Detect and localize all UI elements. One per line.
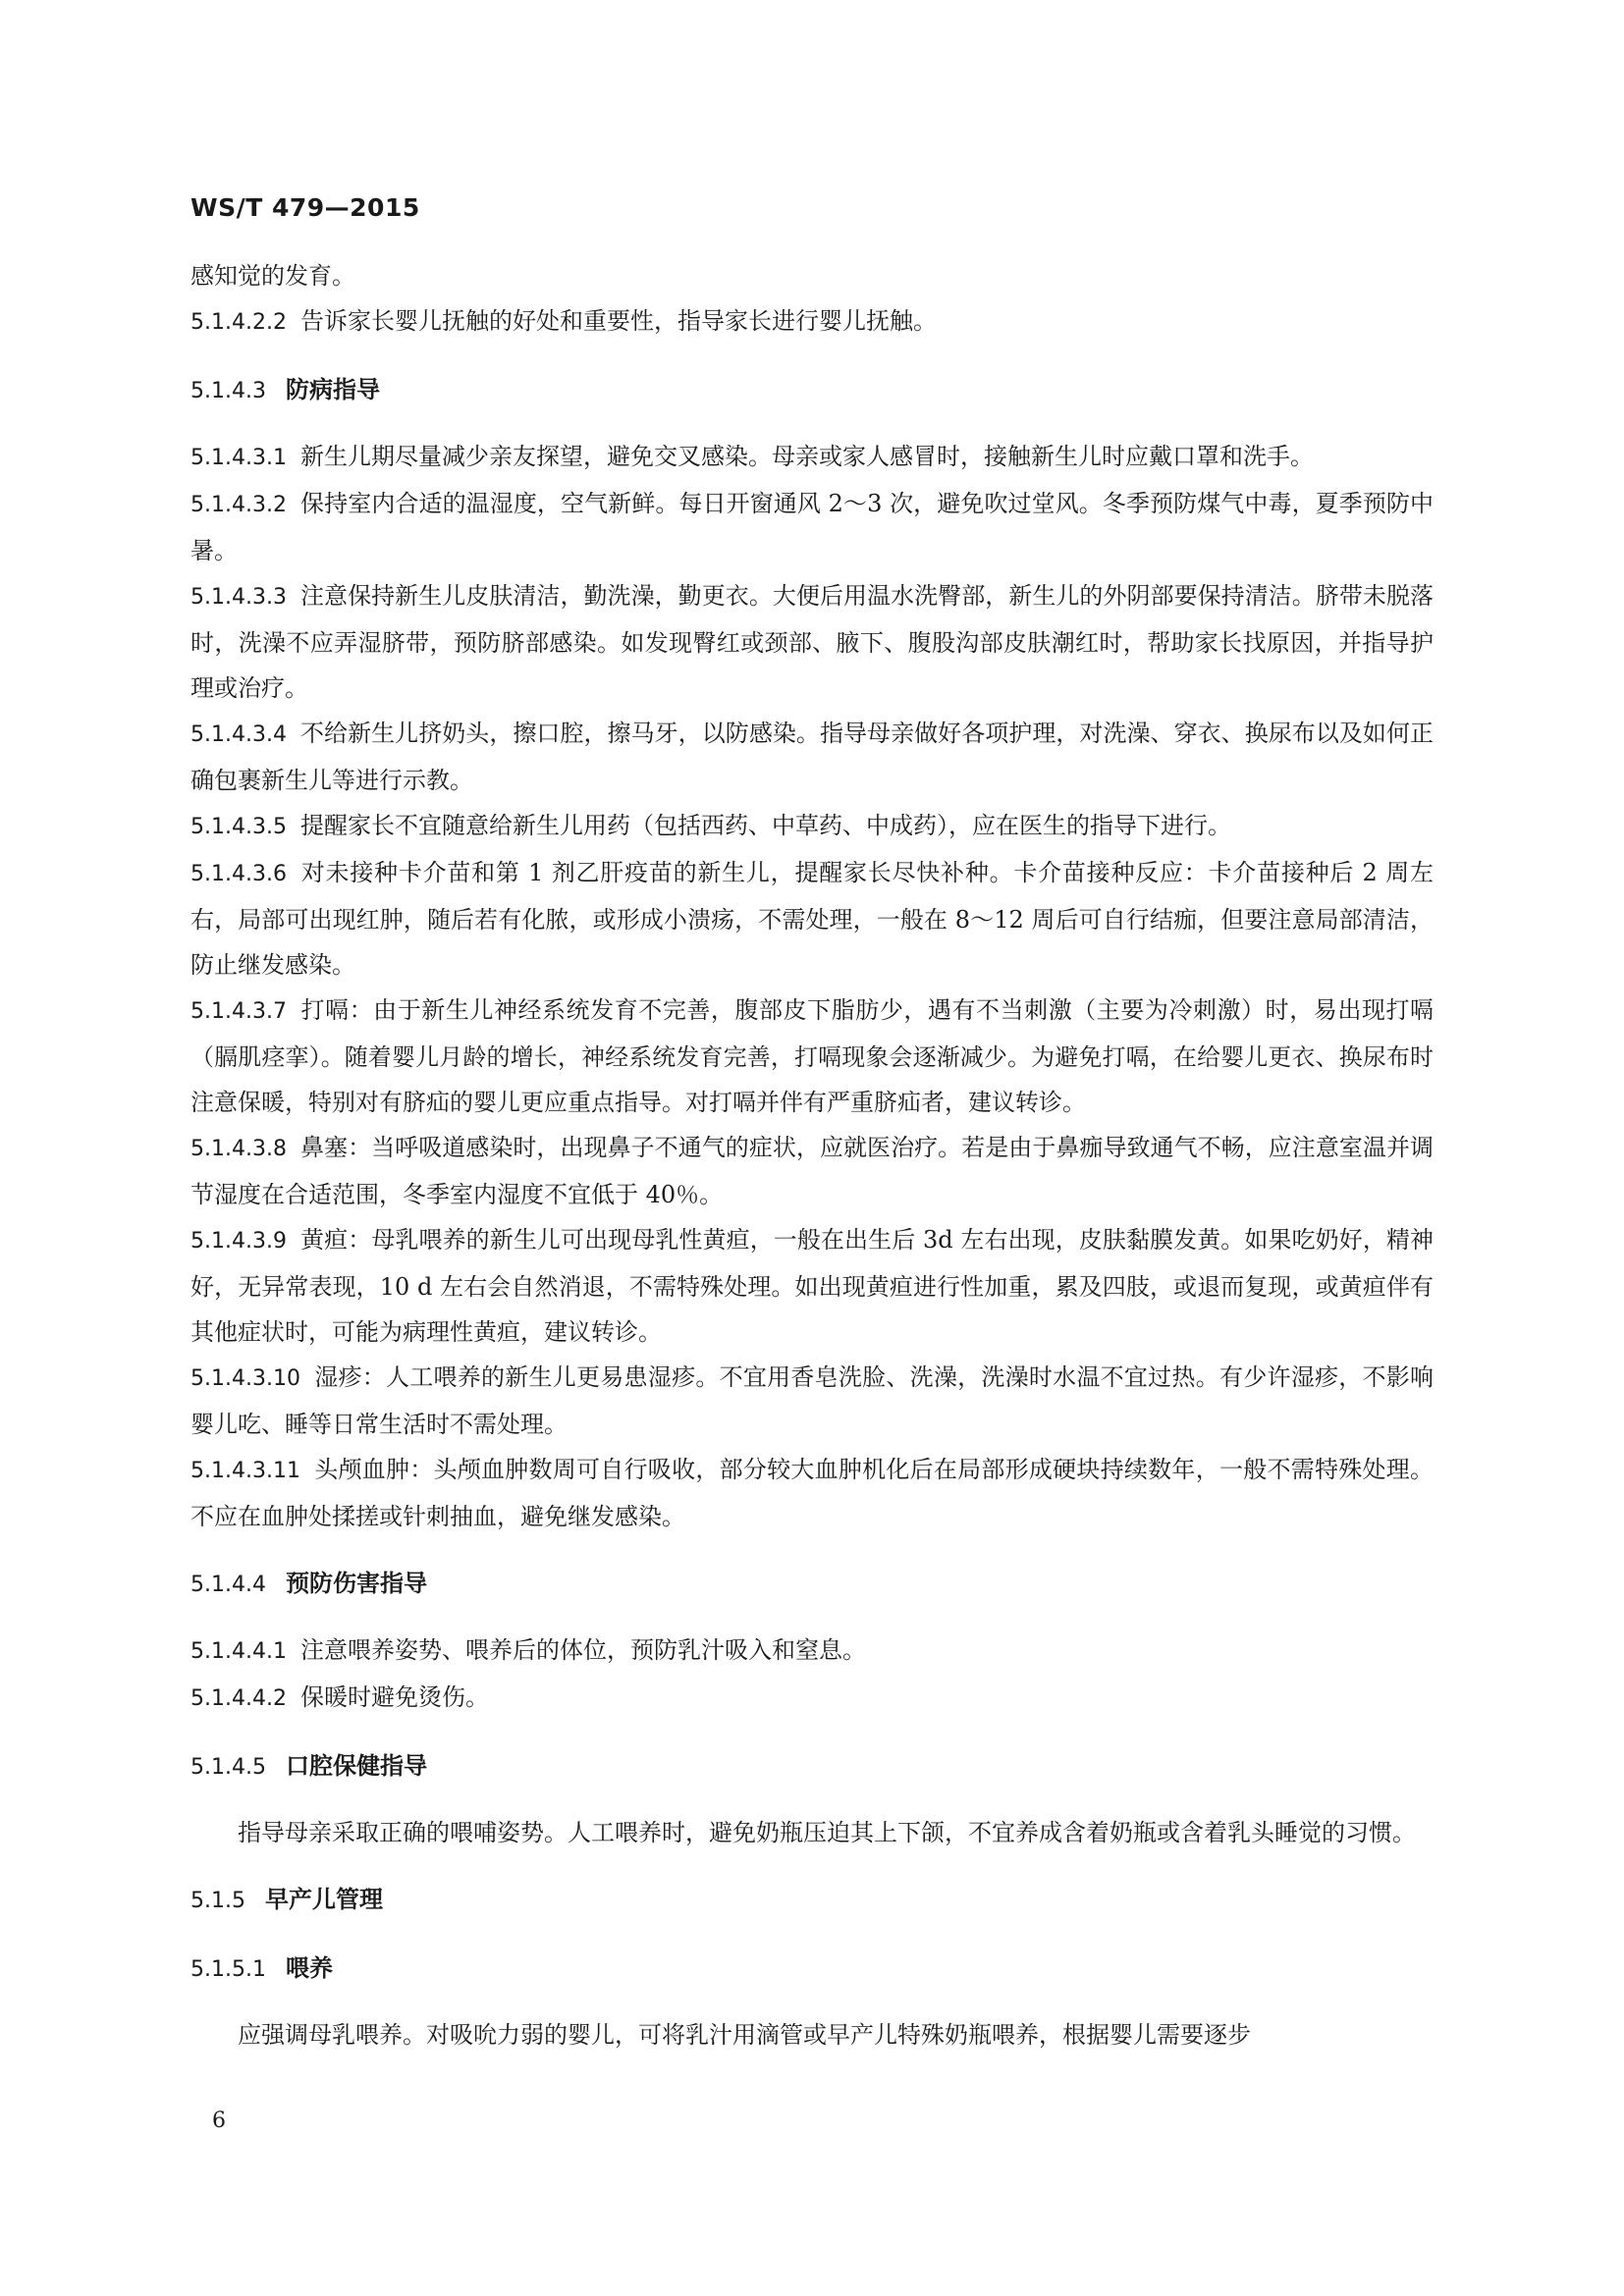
clause-paragraph [190, 298, 1434, 346]
clause-number: 5.1.4.5 [190, 1755, 266, 1780]
paragraph-text: 打嗝：由于新生儿神经系统发育不完善，腹部皮下脂肪少，遇有不当刺激（主要为冷刺激）时，易出现打嗝（膈肌痉挛）。随着婴儿月龄的增长，神经系统发育完善，打嗝现象会逐渐减少。为避免打嗝，在给婴儿更衣、换尿布时注意保暖，特别对有脐疝的婴儿更应重点指导。对打嗝并伴有严重脐疝者，建议转诊。 [190, 996, 1434, 1116]
paragraph-text: 指导母亲采取正确的喂哺姿势。人工喂养时，避免奶瓶压迫其上下颌，不宜养成含着奶瓶或含着乳头睡觉的习惯。 [238, 1819, 1416, 1846]
clause-paragraph [190, 711, 1434, 803]
clause-number: 5.1.5.1 [190, 1957, 266, 1982]
paragraph-text: 鼻塞：当呼吸道感染时，出现鼻子不通气的症状，应就医治疗。若是由于鼻痂导致通气不畅，应注意室温并调节湿度在合适范围，冬季室内湿度不宜低于 40％。 [190, 1134, 1434, 1208]
paragraph-text: 应强调母乳喂养。对吸吮力弱的婴儿，可将乳汁用滴管或早产儿特殊奶瓶喂养，根据婴儿需要逐步 [238, 2021, 1251, 2049]
section-heading [190, 367, 1434, 414]
paragraph-text: 注意保持新生儿皮肤清洁，勤洗澡，勤更衣。大便后用温水洗臀部，新生儿的外阴部要保持清洁。脐带未脱落时，洗澡不应弄湿脐带，预防脐部感染。如发现臀红或颈部、腋下、腹股沟部皮肤潮红时，帮助家长找原因，并指导护理或治疗。 [190, 582, 1434, 702]
clause-number: 5.1.4.3.4 [190, 722, 287, 747]
clause-number: 5.1.4.3.6 [190, 862, 287, 886]
paragraph-text: 提醒家长不宜随意给新生儿用药（包括西药、中草药、中成药），应在医生的指导下进行。 [299, 812, 1231, 839]
standard-header: WS/T 479—2015 [190, 193, 420, 222]
clause-number: 5.1.4.3.11 [190, 1459, 300, 1483]
clause-paragraph [190, 803, 1434, 850]
clause-number: 5.1.4.4.2 [190, 1686, 287, 1711]
section-heading [190, 1743, 1434, 1790]
paragraph-text: 感知觉的发育。 [190, 262, 355, 290]
clause-paragraph [190, 434, 1434, 481]
clause-paragraph [190, 253, 1434, 298]
clause-number: 5.1.5 [190, 1889, 245, 1913]
paragraph-text: 不给新生儿挤奶头，擦口腔，擦马牙，以防感染。指导母亲做好各项护理，对洗澡、穿衣、换尿布以及如何正确包裹新生儿等进行示教。 [190, 720, 1434, 794]
paragraph-text: 湿疹：人工喂养的新生儿更易患湿疹。不宜用香皂洗脸、洗澡，洗澡时水温不宜过热。有少许湿疹，不影响婴儿吃、睡等日常生活时不需处理。 [190, 1363, 1434, 1438]
clause-number: 5.1.4.3.10 [190, 1366, 300, 1391]
paragraph-text: 告诉家长婴儿抚触的好处和重要性，指导家长进行婴儿抚触。 [299, 307, 937, 335]
heading-text: 防病指导 [285, 376, 380, 403]
clause-paragraph [190, 1217, 1434, 1355]
heading-text: 早产儿管理 [264, 1886, 383, 1913]
paragraph-text: 注意喂养姿势、喂养后的体位，预防乳汁吸入和窒息。 [299, 1636, 866, 1664]
clause-number: 5.1.4.3.2 [190, 493, 287, 517]
clause-number: 5.1.4.3.1 [190, 446, 287, 470]
paragraph-text: 对未接种卡介苗和第 1 剂乙肝疫苗的新生儿，提醒家长尽快补种。卡介苗接种反应：卡介苗接种后 2 周左右，局部可出现红肿，随后若有化脓，或形成小溃疡，不需处理，一般在 8～12 周后可自行结痂，但要注意局部清洁，防止继发感染。 [190, 859, 1434, 979]
clause-number: 5.1.4.3.8 [190, 1137, 287, 1161]
paragraph-text: 保持室内合适的温湿度，空气新鲜。每日开窗通风 2～3 次，避免吹过堂风。冬季预防煤气中毒，夏季预防中暑。 [190, 490, 1434, 564]
paragraph [190, 2012, 1434, 2057]
clause-number: 5.1.4.3.3 [190, 585, 287, 610]
clause-paragraph [190, 988, 1434, 1125]
heading-text: 口腔保健指导 [285, 1752, 427, 1780]
clause-paragraph [190, 573, 1434, 711]
clause-paragraph [190, 1447, 1434, 1539]
section-heading [190, 1946, 1434, 1993]
section-heading [190, 1561, 1434, 1608]
paragraph-text: 新生儿期尽量减少亲友探望，避免交叉感染。母亲或家人感冒时，接触新生儿时应戴口罩和洗手。 [299, 443, 1314, 470]
clause-paragraph [190, 1355, 1434, 1447]
clause-number: 5.1.4.4 [190, 1573, 266, 1597]
clause-number: 5.1.4.2.2 [190, 310, 287, 335]
clause-number: 5.1.4.3.7 [190, 999, 287, 1024]
clause-number: 5.1.4.4.1 [190, 1639, 287, 1664]
heading-text: 喂养 [285, 1954, 333, 1982]
clause-paragraph [190, 850, 1434, 988]
clause-paragraph [190, 1675, 1434, 1722]
heading-text: 预防伤害指导 [285, 1570, 427, 1597]
document-body [190, 253, 1434, 2057]
paragraph [190, 1810, 1434, 1855]
clause-number: 5.1.4.3 [190, 379, 266, 403]
paragraph-text: 头颅血肿：头颅血肿数周可自行吸收，部分较大血肿机化后在局部形成硬块持续数年，一般不需特殊处理。不应在血肿处揉搓或针刺抽血，避免继发感染。 [190, 1456, 1434, 1530]
clause-paragraph [190, 1628, 1434, 1675]
clause-paragraph [190, 481, 1434, 573]
clause-number: 5.1.4.3.5 [190, 815, 287, 839]
clause-paragraph [190, 1125, 1434, 1217]
clause-number: 5.1.4.3.9 [190, 1229, 287, 1254]
page-number: 6 [212, 2109, 226, 2133]
section-heading [190, 1877, 1434, 1924]
paragraph-text: 保暖时避免烫伤。 [299, 1683, 489, 1711]
paragraph-text: 黄疸：母乳喂养的新生儿可出现母乳性黄疸，一般在出生后 3d 左右出现，皮肤黏膜发黄。如果吃奶好，精神好，无异常表现，10 d 左右会自然消退，不需特殊处理。如出现黄疸进行性加重，累及四肢，或退而复现，或黄疸伴有其他症状时，可能为病理性黄疸，建议转诊。 [190, 1226, 1434, 1346]
